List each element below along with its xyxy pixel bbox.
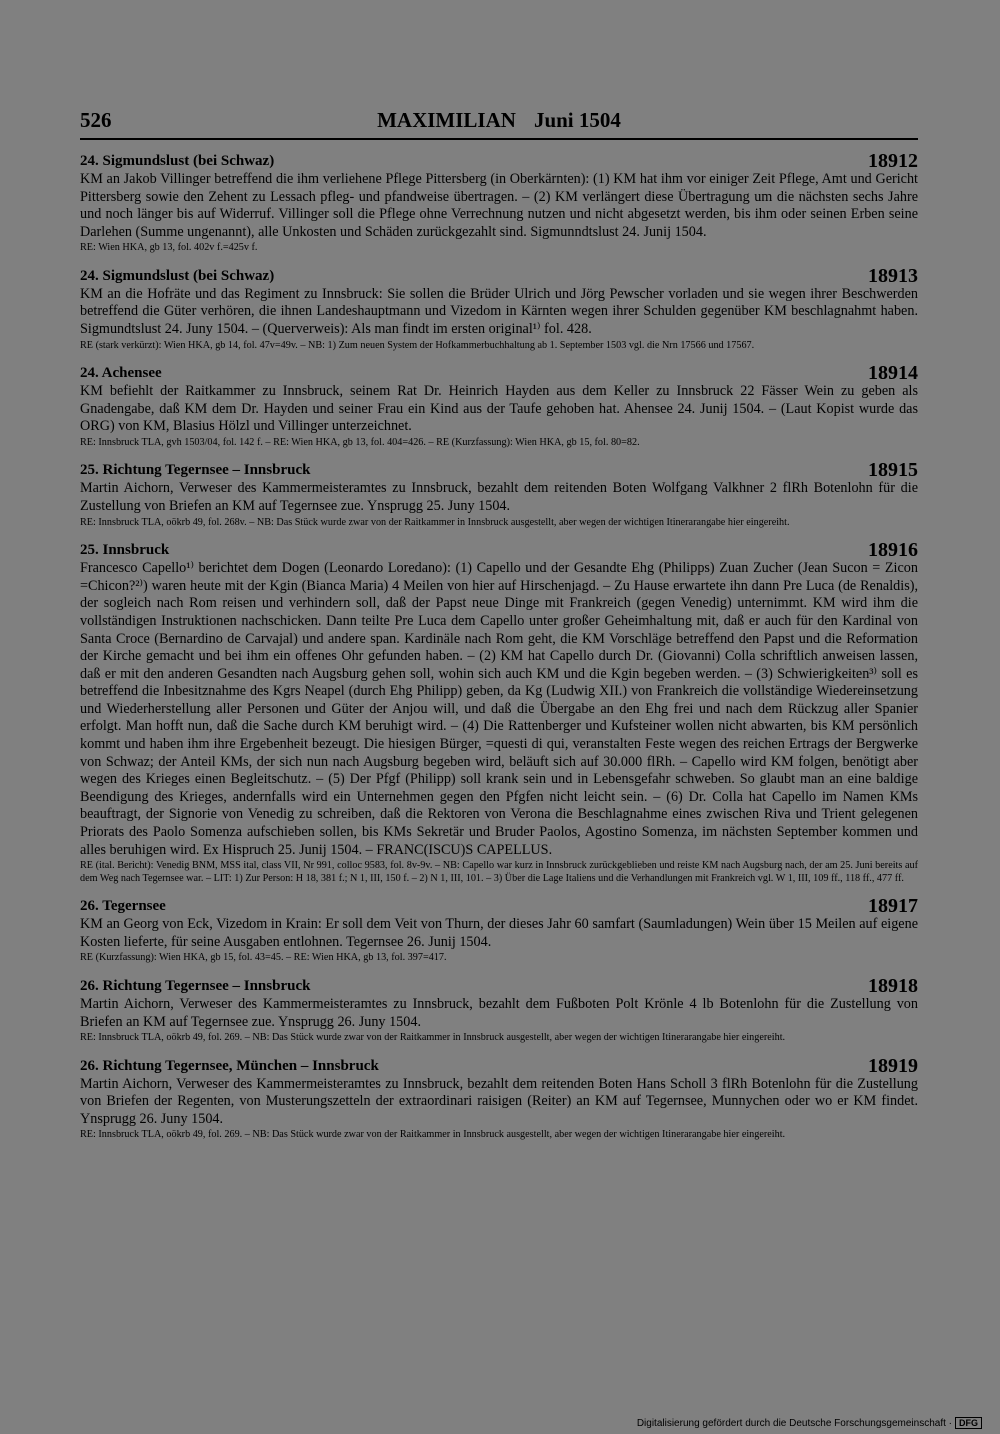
dfg-logo: DFG <box>955 1417 982 1429</box>
regest-entry <box>80 363 918 449</box>
entry-number: 18912 <box>868 150 918 172</box>
entry-number: 18916 <box>868 539 918 562</box>
entry-body: Martin Aichorn, Verweser des Kammermeisteramtes zu Innsbruck, bezahlt dem reitenden Boten Wolfgang Valkhner 2 flRh Botenlohn für die Zustellung von Briefen an KM auf Tegernsee zue. Ynsprugg 25. Juny 1504. <box>80 480 918 515</box>
entry-place: 24. Sigmundslust (bei Schwaz) <box>80 267 275 284</box>
regest-entry <box>80 151 918 255</box>
page <box>80 108 918 1142</box>
entry-note: RE: Innsbruck TLA, gvh 1503/04, fol. 142 f. – RE: Wien HKA, gb 13, fol. 404=426. – RE (Kurzfassung): Wien HKA, gb 15, fol. 80=82. <box>80 436 640 448</box>
regest-entry <box>80 460 918 529</box>
entry-body: Francesco Capello¹⁾ berichtet dem Dogen (Leonardo Loredano): (1) Capello und der Gesandte Ehg (Philipps) Zuan Zucher (Jean Sucon = Zicon =Chicon?²⁾) waren heute mit der Kgin (Bianca Maria) 4 Meilen von hier auf Hirschenjagd. – Zu Hause erwartete ihn dann Pre Luca (de Renaldis), der sogleich nach Rom reisen und verhindern soll, daß der Papst neue Dinge mit Frankreich (gegen Venedig) unternimmt. KM wird ihm die vollständigen Instruktionen nachschicken. Dann teilte Pre Luca dem Capello unter großer Geheimhaltung mit, daß er auch für den Kardinal von Santa Croce (Bernardino de Carvajal) und andere span. Kardinäle nach Rom geht, die KM Vorschläge betreffend den Papst und die Reformation der Kirche gemacht und bei ihm ein offenes Ohr gefunden haben. – (2) KM hat Capello durch Dr. (Giovanni) Colla schriftlich anweisen lassen, daß er mit den anderen Gesandten nach Augsburg gehen soll, wohin sich auch KM und die Kgin begeben werden. – (3) Schwierigkeiten³⁾ soll es betreffend die Inbesitznahme des Kgrs Neapel (durch Ehg Philipp) geben, da Kg (Ludwig XII.) von Frankreich die vollständige Wiedereinsetzung und Wiederherstellung aller Personen und Güter der Anjou will, und daß die Übergabe an den Ehg frei und nach dem Rückzug aller Spanier erfolgt. Man hofft nun, daß die Sache durch KM beruhigt wird. – (4) Die Rattenberger und Kufsteiner wollen nicht abwarten, bis KM persönlich kommt und haben ihm ihre Ergebenheit bezeugt. Die hiesigen Bürger, =questi di qui, veranstalten Feste wegen des reichen Ertrags der Bergwerke von Schwaz; der Anteil KMs, der sich nun nach Augsburg begeben wird, beläuft sich auf 30.000 flRh. – Capello wird KM folgen, benötigt aber wegen des Krieges einen Begleitschutz. – (5) Der Pfgf (Philipp) soll krank sein und in Lebensgefahr schweben. So glaubt man an eine baldige Beendigung des Krieges, andernfalls wird ein Unternehmen gegen den Pfgfen nicht leicht sein. – (6) Dr. Colla hat Capello im Namen KMs beauftragt, der Signorie von Venedig zu schreiben, daß die Rektoren von Verona die Beschlagnahme eines zwischen Riva und Trient gelegenen Priorats des Paolo Somenza aufschieben sollen, bis KMs Sekretär und Bruder Paolos, Agostino Somenza, im nächsten September kommen und alles beruhigen wird. Ex Hispruch 25. Junij 1504. – FRANC(ISCU)S CAPELLUS. <box>80 560 918 858</box>
header-date: Juni 1504 <box>533 108 621 132</box>
entry-note: RE: Wien HKA, gb 13, fol. 402v f.=425v f. <box>80 242 258 254</box>
entry-body: KM an die Hofräte und das Regiment zu Innsbruck: Sie sollen die Brüder Ulrich und Jörg Pewscher vorladen und sie wegen ihrer Beschwerden betreffend die Güter verhören, die ihnen Landeshauptmann und Vizedom in Kärnten wegen ihrer Schulden gegenüber KM beschlagnahmt haben. Sigmundtslust 24. Juny 1504. – (Querverweis): Als man findt im ersten original¹⁾ fol. 428. <box>80 285 918 338</box>
regest-entry <box>80 540 918 885</box>
running-header <box>80 108 918 140</box>
entry-body: KM an Jakob Villinger betreffend die ihm verliehene Pflege Pittersberg (in Oberkärnten): (1) KM hat ihm vor einiger Zeit Pflege, Amt und Gericht Pittersberg sowie den Zehent zu Lessach pfleg- und pfandweise übertragen. – (2) KM verlängert diese Übertragung um die nächsten sechs Jahre und noch länger bis auf Widerruf. Villinger soll die Pflege ohne Verrechnung nutzen und nicht abgesetzt werden, bis ihm oder seinen Erben seine Darlehen (Summe ungenannt), alle Unkosten und Schäden zurückgezahlt sind. Sigmunndtslust 24. Junij 1504. <box>80 171 918 240</box>
entry-note: RE (Kurzfassung): Wien HKA, gb 15, fol. 43=45. – RE: Wien HKA, gb 13, fol. 397=417. <box>80 952 447 964</box>
entry-body: KM befiehlt der Raitkammer zu Innsbruck, seinem Rat Dr. Heinrich Hayden aus dem Keller zu Innsbruck 22 Fässer Wein zu geben als Gnadengabe, daß KM dem Dr. Hayden und seiner Frau ein Kind aus der Taufe gehoben hat. Ahensee 24. Junij 1504. – (Laut Kopist wurde das ORG) von KM, Blasius Hölzl und Villinger unterzeichnet. <box>80 383 918 435</box>
entry-number: 18918 <box>868 974 918 997</box>
entry-body: Martin Aichorn, Verweser des Kammermeisteramtes zu Innsbruck, bezahlt dem reitenden Boten Hans Scholl 3 flRh Botenlohn für die Zustellung von Briefen der Regenten, von Musterungszetteln der extraordinari raisigen (Reiter) an KM auf Tegernsee, Munnychen oder wo er KM findet. Ynsprugg 26. Juny 1504. <box>80 1075 918 1127</box>
entry-note: RE (ital. Bericht): Venedig BNM, MSS ital, class VII, Nr 991, colloc 9583, fol. 8v-9v. – NB: Capello war kurz in Innsbruck zurückgeblieben und reiste KM nach Augsburg nach, der am 25. Juni bereits auf dem Weg nach Tegernsee war. – LIT: 1) Zur Person: H 18, 381 f.; N 1, III, 150 f. – 2) N 1, III, 101. – 3) Über die Lage Italiens und die Verhandlungen mit Frankreich vgl. W 1, III, 109 ff., 118 ff., 477 ff. <box>80 860 918 884</box>
entry-note: RE: Innsbruck TLA, oökrb 49, fol. 268v. – NB: Das Stück wurde zwar von der Raitkammer in Innsbruck ausgestellt, aber wegen der wichtigen Itinerarangabe hier eingereiht. <box>80 516 790 528</box>
entry-place: 24. Sigmundslust (bei Schwaz) <box>80 153 275 169</box>
footer-text: Digitalisierung gefördert durch die Deutsche Forschungsgemeinschaft · <box>636 1418 952 1429</box>
entry-note: RE: Innsbruck TLA, oökrb 49, fol. 269. – NB: Das Stück wurde zwar von der Raitkammer in Innsbruck ausgestellt, aber wegen der wichtigen Itinerarangabe hier eingereiht. <box>80 1129 786 1141</box>
page-number: 526 <box>80 108 112 132</box>
entry-place: 25. Richtung Tegernsee – Innsbruck <box>80 462 311 479</box>
entry-number: 18914 <box>868 362 918 385</box>
regest-entry <box>80 976 918 1045</box>
entry-body: Martin Aichorn, Verweser des Kammermeisteramtes zu Innsbruck, bezahlt dem Fußboten Polt Krönle 4 lb Botenlohn für die Zustellung von Briefen an KM auf Tegernsee zue. Ynsprugg 26. Juny 1504. <box>80 995 918 1030</box>
entry-place: 26. Richtung Tegernsee – Innsbruck <box>80 977 311 994</box>
entry-place: 26. Tegernsee <box>80 898 166 915</box>
entry-note: RE (stark verkürzt): Wien HKA, gb 14, fol. 47v=49v. – NB: 1) Zum neuen System der Hofkammerbuchhaltung ab 1. September 1503 vgl. die Nrn 17566 und 17567. <box>80 339 755 351</box>
entry-number: 18917 <box>868 895 918 918</box>
entry-place: 25. Innsbruck <box>80 542 170 559</box>
header-title: MAXIMILIAN <box>377 108 516 132</box>
entry-body: KM an Georg von Eck, Vizedom in Krain: Er soll dem Veit von Thurn, der dieses Jahr 60 samfart (Saumladungen) Wein über 15 Meilen auf eigene Kosten lieferte, für seine Ausgaben entlohnen. Tegernsee 26. Junij 1504. <box>80 916 918 950</box>
entry-note: RE: Innsbruck TLA, oökrb 49, fol. 269. – NB: Das Stück wurde zwar von der Raitkammer in Innsbruck ausgestellt, aber wegen der wichtigen Itinerarangabe hier eingereiht. <box>80 1032 786 1044</box>
entry-number: 18919 <box>868 1054 918 1077</box>
entry-place: 26. Richtung Tegernsee, München – Innsbruck <box>80 1057 379 1074</box>
dfg-footer <box>637 1417 982 1430</box>
entry-number: 18913 <box>868 264 918 287</box>
regest-entry <box>80 896 918 965</box>
entry-place: 24. Achensee <box>80 365 162 382</box>
running-title <box>80 108 918 133</box>
regest-entry <box>80 266 918 352</box>
entry-number: 18915 <box>868 459 918 482</box>
regest-entry <box>80 1056 918 1142</box>
